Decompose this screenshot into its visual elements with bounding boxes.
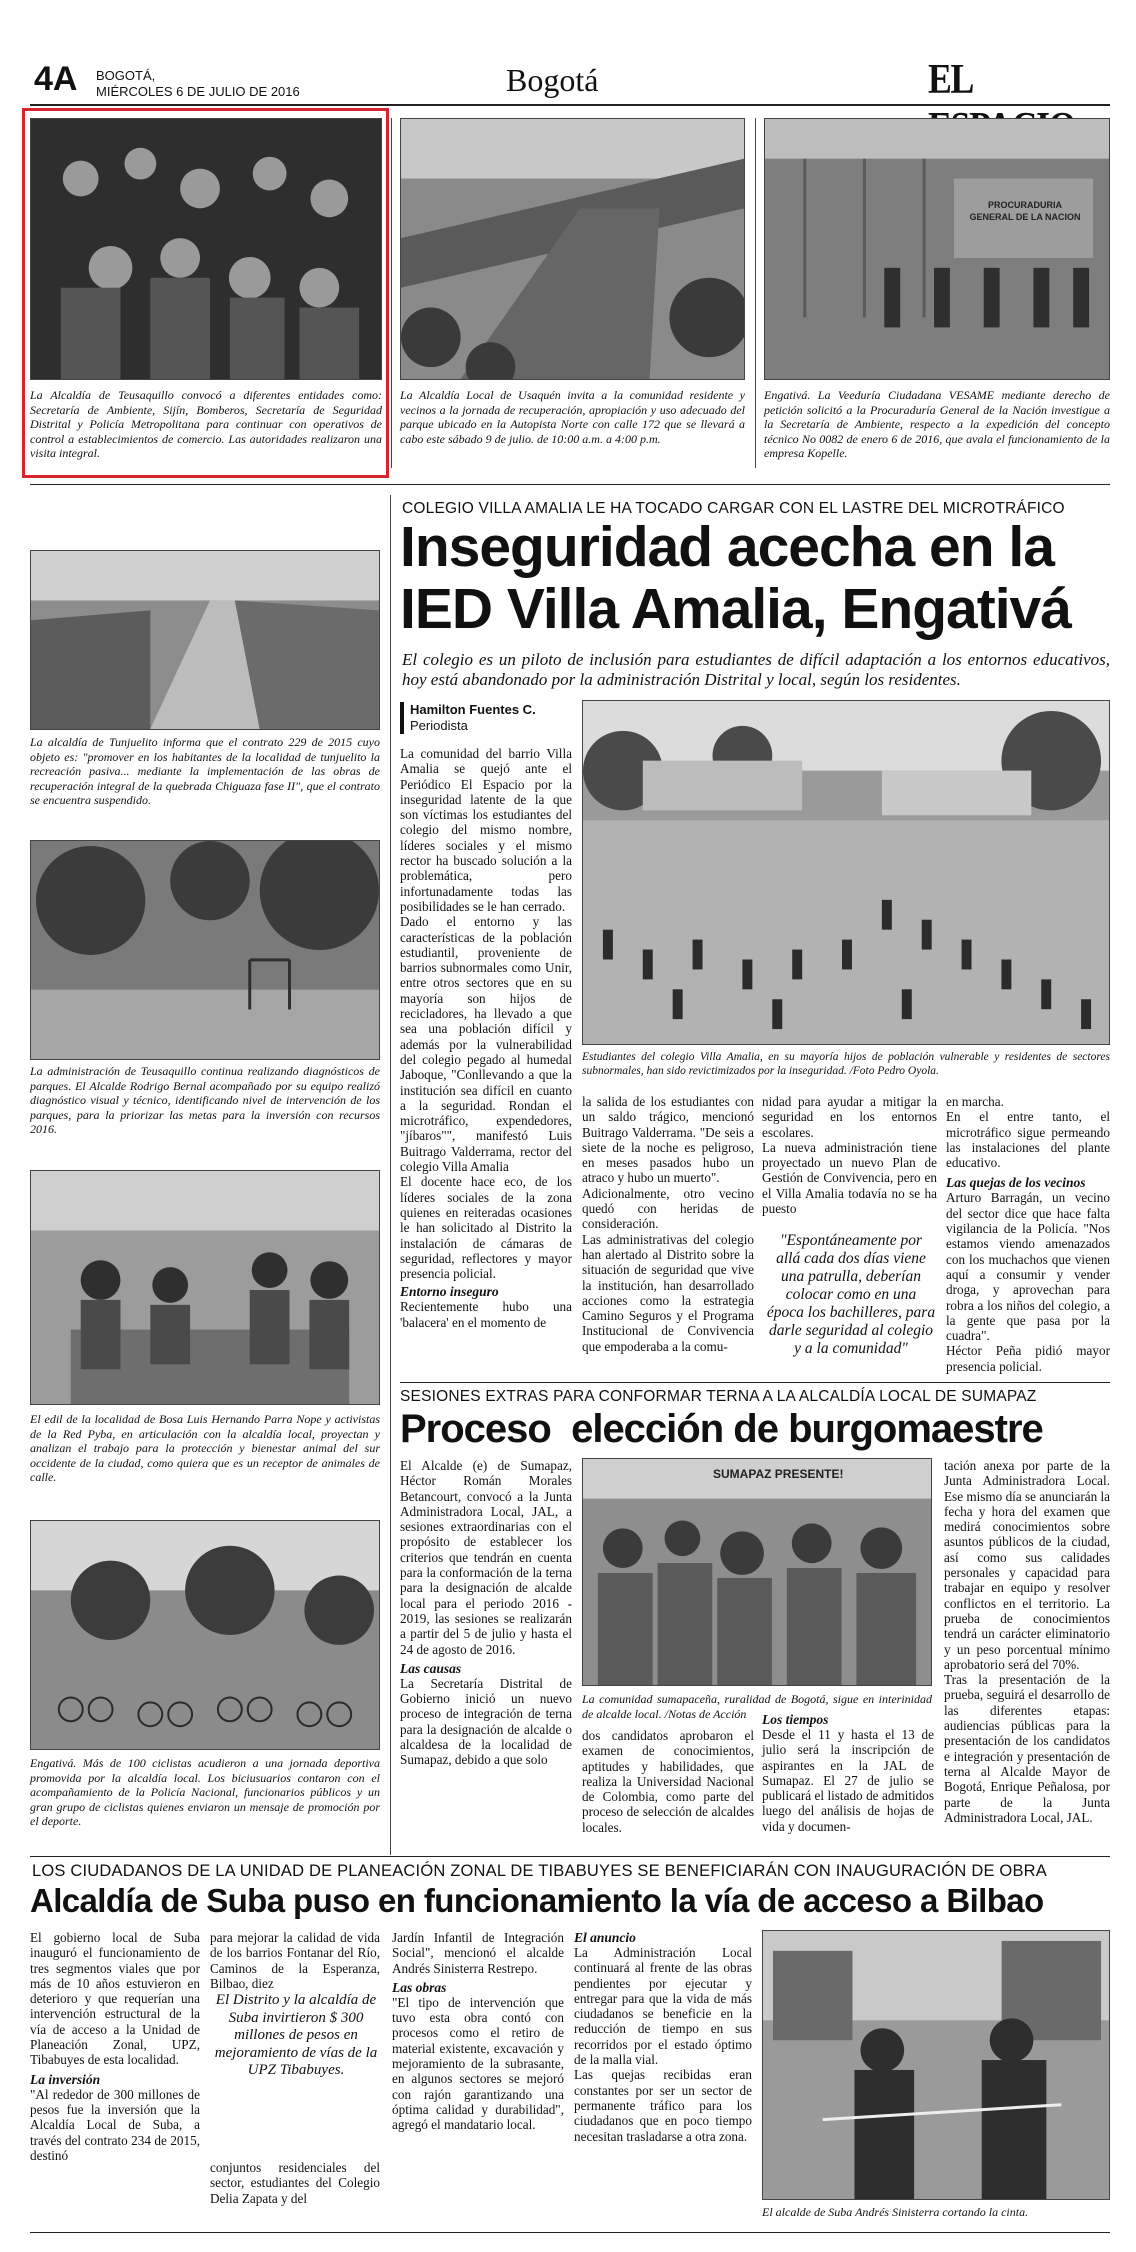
photo-engativa-ciclistas <box>30 1520 380 1750</box>
subhead-el-anuncio: El anuncio <box>574 1930 636 1945</box>
paragraph: nidad para ayudar a mitigar la seguridad en los entornos escolares. <box>762 1094 937 1140</box>
subhead-quejas-vecinos: Las quejas de los vecinos <box>946 1175 1086 1191</box>
article1-col3 <box>762 1094 937 1216</box>
photo-sumapaz-comunidad <box>582 1458 932 1686</box>
paragraph: El gobierno local de Suba inauguró el funcionamiento de tres segmentos viales que por más de 10 años estuvieron en deterioro y que requerían una intervención estructural de la vía de acceso a la Unidad de Planeación Zonal, UPZ, Tibabuyes de esta localidad. <box>30 1930 200 2068</box>
photo-procuraduria <box>764 118 1110 380</box>
caption-sumapaz: La comunidad sumapaceña, ruralidad de Bogotá, sigue en interinidad de alcalde local. /Notas de Acción <box>582 1692 932 1721</box>
subhead-los-tiempos: Los tiempos <box>762 1712 829 1727</box>
paragraph: La Secretaría Distrital de Gobierno inició un nuevo proceso de integración de terna para la designación de alcalde o alcaldesa de la localidad de Sumapaz, debido a que solo <box>400 1675 572 1768</box>
paragraph: en marcha. <box>946 1094 1004 1109</box>
article3-col4 <box>574 1930 752 2144</box>
article2-kicker: SESIONES EXTRAS PARA CONFORMAR TERNA A LA ALCALDÍA LOCAL DE SUMAPAZ <box>400 1388 1037 1405</box>
subhead-las-causas: Las causas <box>400 1660 462 1676</box>
photo-suba-inauguracion <box>762 1930 1110 2200</box>
photo-teusaquillo-parques <box>30 840 380 1060</box>
paragraph: Héctor Peña pidió mayor presencia policial. <box>946 1343 1110 1374</box>
paragraph: Las quejas recibidas eran constantes por ser un sector de permanente tráfico para los ciudadanos que en poco tiempo necesitan trasladarse a otra zona. <box>574 2067 752 2144</box>
subhead-la-inversion: La inversión <box>30 2071 101 2087</box>
article3-col1 <box>30 1930 200 2163</box>
article2-col3 <box>762 1712 934 1834</box>
procuraduria-sign: PROCURADURIA GENERAL DE LA NACION <box>969 200 1081 222</box>
article3-headline: Alcaldía de Suba puso en funcionamiento la vía de acceso a Bilbao <box>30 1882 1044 1919</box>
subhead-entorno-inseguro: Entorno inseguro <box>400 1284 499 1300</box>
article1-col4 <box>946 1094 1110 1374</box>
column-divider <box>390 495 391 1855</box>
article2-headline: Proceso elección de burgomaestre <box>400 1407 1043 1451</box>
header-rule <box>30 104 1110 106</box>
paragraph: En el entre tanto, el microtráfico sigue permeando las instalaciones del plante educativo. <box>946 1109 1110 1171</box>
photo-teusaquillo-operativo <box>30 118 382 380</box>
header-city: BOGOTÁ, <box>96 68 156 83</box>
paragraph: "El tipo de intervención que tuvo esta obra contó con procesos como el retiro de material existente, excavación y mejoramiento de la subrasante, en algunos sectores se mejoró con rajón garantizando una óptima calidad y durabilidad", agregó el mandatario local. <box>392 1994 564 2133</box>
caption-usaquen: La Alcaldía Local de Usaquén invita a la comunidad residente y vecinos a la jornada de recuperación, apropiación y uso adecuado del parque ubicado en la Autopista Norte con calle 172 que se llevará a cabo este sábado 9 de julio. de 10:00 a.m. a 4:00 p.m. <box>400 388 745 446</box>
paragraph: El docente hace eco, de los líderes sociales de la zona quienes en reiteradas ocasiones le han solicitado al Distrito la instalación de cámaras de seguridad, reflectores y mayor presencia policial. <box>400 1174 572 1282</box>
caption-villa-amalia: Estudiantes del colegio Villa Amalia, en su mayoría hijos de población vulnerable y residentes de sectores subnormales, han sido revictimizados por la inseguridad. /Foto Pedro Oyola. <box>582 1051 1110 1077</box>
sumapaz-banner: SUMAPAZ PRESENTE! <box>713 1467 844 1481</box>
caption-teusaquillo-parques: La administración de Teusaquillo continua realizando diagnósticos de parques. El Alcalde Rodrigo Bernal acompañado por su equipo realizó diagnóstico visual y técnico, identificando nivel de intervención de los parques, para la priorizar las metas para la inversión con recursos 2016. <box>30 1064 380 1136</box>
article2-end-rule <box>30 1856 1110 1857</box>
paragraph: El Alcalde (e) de Sumapaz, Héctor Román Morales Betancourt, convocó a la Junta Administradora Local, JAL, a sesiones extraordinarias con el propósito de establecer los criterios que tendrán en cuenta para la conformación de la terna para la designación de alcalde local para el periodo 2016 - 2019, las sesiones se realizarán a partir del 5 de julio y hasta el 24 de agosto de 2016. <box>400 1458 572 1657</box>
paragraph: Desde el 11 y hasta el 13 de julio será la inscripción de aspirantes en la JAL de Sumapaz. El 27 de julio se publicará el listado de admitidos luego del análisis de hojas de vida y documen- <box>762 1727 934 1834</box>
article1-end-rule <box>400 1382 1110 1383</box>
column-divider <box>391 118 392 468</box>
page-number: 4A <box>34 60 78 98</box>
article2-col4 <box>944 1458 1110 1825</box>
paragraph: Jardín Infantil de Integración Social", mencionó el alcalde Andrés Sinisterra Restrepo. <box>392 1930 564 1976</box>
article1-col2 <box>582 1094 754 1354</box>
photo-colegio-villa-amalia <box>582 700 1110 1045</box>
article1-pull-quote: "Espontáneamente por allá cada dos días viene una patrulla, deberían colocar como en una época los bachilleres, para darle seguridad al colegio y a la comunidad" <box>766 1232 936 1357</box>
caption-teusaquillo-operativo: La Alcaldía de Teusaquillo convocó a diferentes entidades como: Secretaría de Ambiente, Sijín, Bomberos, Secretaría de Seguridad Distrital y Policía Metropolitana para continuar con operativos de control a establecimientos de comercio. Las autoridades realizaron una visita integral. <box>30 388 382 460</box>
paragraph: para mejorar la calidad de vida de los barrios Fontanar del Río, Caminos de la Esperanza, Bilbao, diez <box>210 1930 380 1991</box>
top-section-rule <box>30 484 1110 485</box>
footer-rule <box>30 2232 1110 2233</box>
article3-kicker: LOS CIUDADANOS DE LA UNIDAD DE PLANEACIÓN ZONAL DE TIBABUYES SE BENEFICIARÁN CON INAUGURACIÓN DE OBRA <box>32 1862 1047 1880</box>
header-date: MIÉRCOLES 6 DE JULIO DE 2016 <box>96 84 300 99</box>
paragraph: Arturo Barragán, un vecino del sector dice que hace falta vigilancia de la Policía. "Nos estamos viendo amenazados con los muchachos que vienen aquí a consumir y vender droga, y aprovechan para robra a los niños del colegio, a la gente que pasa por la cuadra". <box>946 1190 1110 1344</box>
article3-col3 <box>392 1930 564 2133</box>
byline-bar <box>400 702 404 734</box>
paragraph: dos candidatos aprobaron el examen de conocimientos, aptitudes y habilidades, que realiza la Universidad Nacional de Colombia, como parte del proceso de selección de alcaldes locales. <box>582 1728 754 1835</box>
article1-deck: El colegio es un piloto de inclusión para estudiantes de difícil adaptación a los entornos educativos, hoy está abandonado por la administración Distrital y local, según los residentes. <box>402 650 1110 689</box>
photo-usaquen-autopista <box>400 118 745 380</box>
paragraph: La Administración Local continuará al frente de las obras pendientes por ejecutar y entregar para que la vida de más ciudadanos se beneficie en la reducción de tiempo en sus recorridos por el estado óptimo de la malla vial. <box>574 1945 752 2068</box>
caption-engativa-ciclistas: Engativá. Más de 100 ciclistas acudieron a una jornada deportiva promovida por la alcaldía local. Los biciusuarios contaron con el acompañamiento de la Policía Nacional, funcionarios públicos y un gran grupo de ciclistas quienes enviaron un mensaje de promoción por el deporte. <box>30 1756 380 1828</box>
article1-kicker: COLEGIO VILLA AMALIA LE HA TOCADO CARGAR CON EL LASTRE DEL MICROTRÁFICO <box>402 500 1065 517</box>
paragraph: Tras la presentación de la prueba, seguirá el desarrollo de las diferentes etapas: audiencias públicas para la presentación de los candidatos e integración y presentación de terna al Alcalde Mayor de Bogotá, Enrique Peñalosa, por parte de la Junta Administradora Local, JAL. <box>944 1672 1110 1825</box>
article2-col1 <box>400 1458 572 1768</box>
paragraph: Las administrativas del colegio han alertado al Distrito sobre la situación de seguridad que vive la institución, han desarrollado acciones como la estrategia Camino Seguros y el Programa Institucional de Convivencia que empoderaba a la comu- <box>582 1231 754 1354</box>
article3-col2b <box>210 2160 380 2206</box>
paragraph: Recientemente hubo una 'balacera' en el momento de <box>400 1299 572 1330</box>
article1-headline-line1: Inseguridad acecha en la <box>400 515 1054 579</box>
paragraph: "Al rededor de 300 millones de pesos fue la inversión que la Alcaldía Local de Suba, a través del contrato 234 de 2015, destinó <box>30 2086 200 2163</box>
column-divider <box>755 118 756 468</box>
article3-col2 <box>210 1930 380 1991</box>
paragraph: conjuntos residenciales del sector, estudiantes del Colegio Delia Zapata y del <box>210 2160 380 2206</box>
caption-tunjuelito: La alcaldía de Tunjuelito informa que el contrato 229 de 2015 cuyo objeto es: "promover en los habitantes de la localidad de tunjuelito la recreación pasiva... mediante la implementación de las obras de recuperación integral de la quebrada Chiguaza fase II", que el contrato se encuentra suspendido. <box>30 735 380 807</box>
newspaper-logo: EL <box>928 57 972 103</box>
caption-procuraduria: Engativá. La Veeduría Ciudadana VESAME mediante derecho de petición solicitó a la Procuraduría General de la Nación investigue a la Secretaría de Ambiente, respecto a la expedición del concepto técnico No 0082 de enero 6 de 2016, que avala el funcionamiento de la empresa Kopelle. <box>764 388 1110 460</box>
article1-col1 <box>400 746 572 1330</box>
byline-name: Hamilton Fuentes C. <box>410 702 536 717</box>
paragraph: Adicionalmente, otro vecino quedó con heridas de consideración. <box>582 1185 754 1232</box>
paragraph: La comunidad del barrio Villa Amalia se quejó ante el Periódico El Espacio por la inseguridad latente de la que son víctimas los estudiantes del colegio del mismo nombre, líderes sociales y el mismo rector ha buscado solución a la problemática, pero infortunadamente todas las posibilidades se le han cerrado. <box>400 746 572 914</box>
section-title: Bogotá <box>506 62 599 98</box>
paragraph: Dado el entorno y las características de la población estudiantil, proveniente de barrios subnormales como Unir, entre otros sectores que en su mayoría son hijos de recicladores, ha llevado a que sea una población difícil y además por la vulnerabilidad del colegio pegado al humedal Jaboque, "Conllevando a que la institución sea difícil en cuanto a la seguridad. Rondan el microtráfico, expendedores, "jíbaros"", manifestó Luis Buitrago Valderrama, rector del colegio Villa Amalia <box>400 914 572 1175</box>
photo-tunjuelito-quebrada <box>30 550 380 730</box>
paragraph: tación anexa por parte de la Junta Administradora Local. Ese mismo día se anunciarán la fecha y hora del examen que medirá conocimientos sobre asuntos públicos de la ciudad, así como sus calidades personales y capacidad para trabajar en equipo y resolver conflictos en el territorio. La prueba de conocimientos tendrá un carácter eliminatorio y un peso porcentual mínimo aprobatorio será del 70%. <box>944 1458 1110 1672</box>
article3-pull-quote: El Distrito y la alcaldía de Suba invirtieron $ 300 millones de pesos en mejoramiento de vías de la UPZ Tibabuyes. <box>214 1992 378 2078</box>
article1-headline-line2: IED Villa Amalia, Engativá <box>400 577 1071 641</box>
caption-bosa: El edil de la localidad de Bosa Luis Hernando Parra Nope y activistas de la Red Pyba, en articulación con la alcaldía local, proyectan y analizan el trabajo para la protección y bienestar animal del sur occidente de la ciudad, como quiera que es un receptor de animales de calle. <box>30 1412 380 1484</box>
caption-suba: El alcalde de Suba Andrés Sinisterra cortando la cinta. <box>762 2205 1029 2219</box>
paragraph: la salida de los estudiantes con un saldo trágico, mencionó Buitrago Valderrama. "De seis a siete de la noche es peligroso, en meses pasados hubo un atraco y hubo un muerto". <box>582 1094 754 1186</box>
paragraph: La nueva administración tiene proyectado un nuevo Plan de Gestión de Convivencia, pero en el Villa Amalia todavía no se ha puesto <box>762 1139 937 1217</box>
article2-col2 <box>582 1728 754 1835</box>
photo-bosa-red-pyba <box>30 1170 380 1405</box>
subhead-las-obras: Las obras <box>392 1979 447 1995</box>
byline-role: Periodista <box>410 718 468 733</box>
